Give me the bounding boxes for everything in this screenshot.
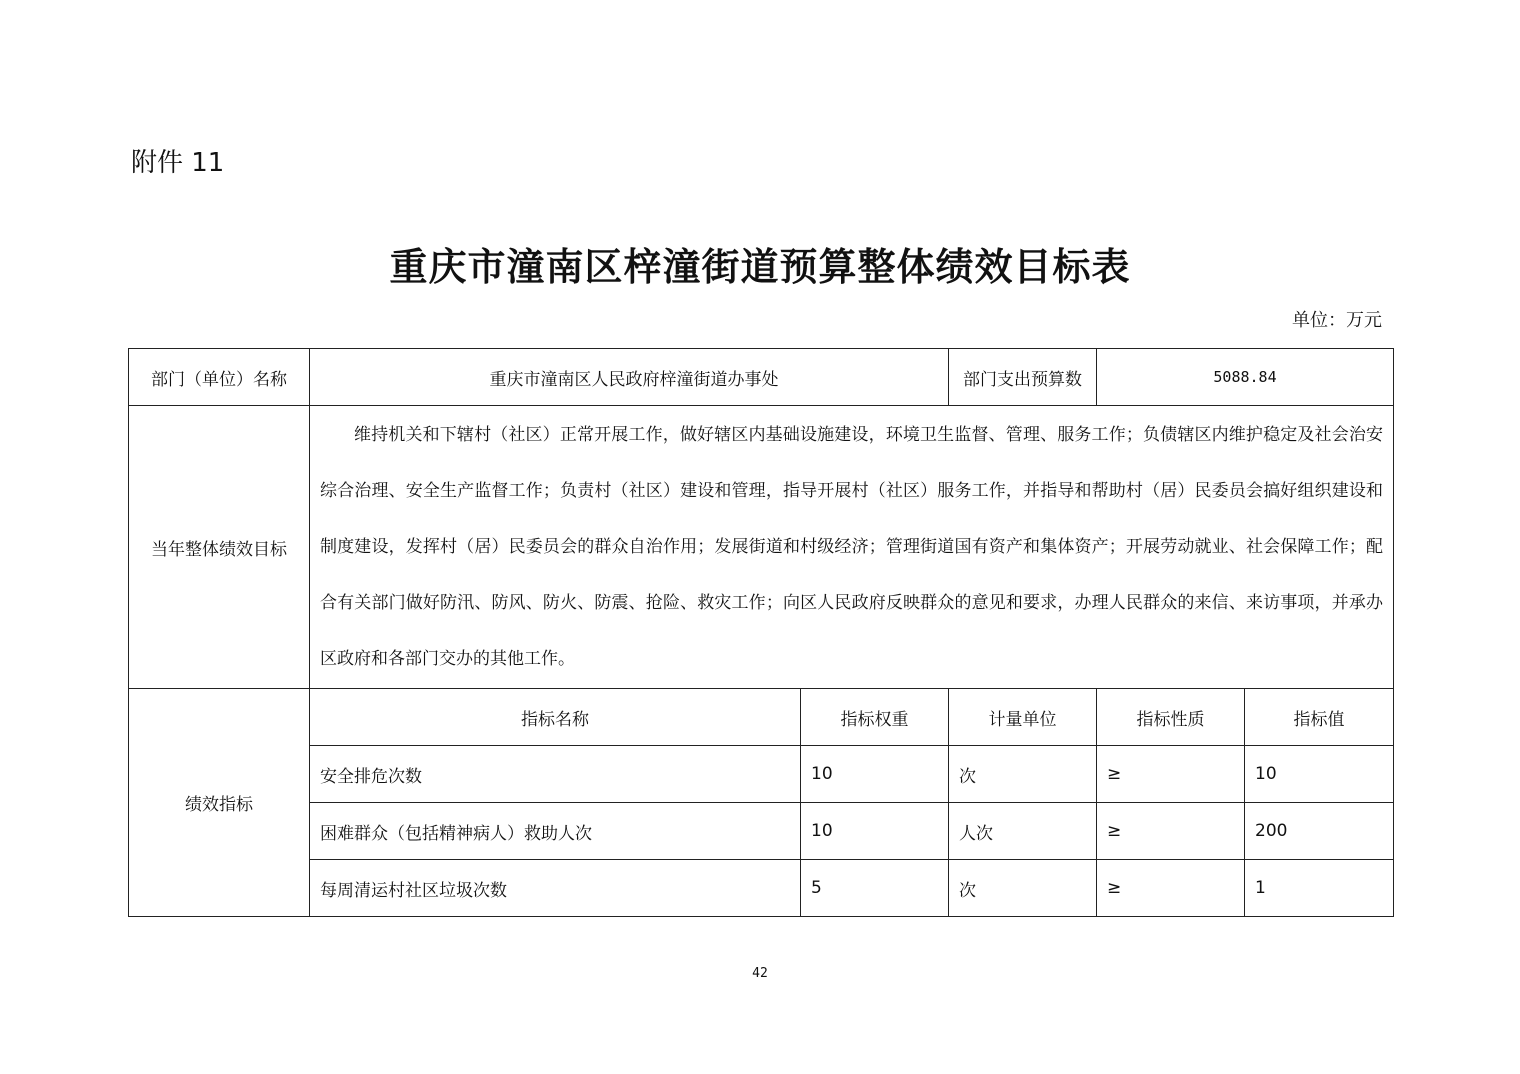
indicator-unit: 人次 [949, 803, 1097, 860]
indicator-header-row [129, 689, 1394, 746]
indicator-name: 困难群众（包括精神病人）救助人次 [310, 803, 801, 860]
goal-text: 维持机关和下辖村（社区）正常开展工作，做好辖区内基础设施建设，环境卫生监督、管理、服务工作；负债辖区内维护稳定及社会治安综合治理、安全生产监督工作；负责村（社区）建设和管理，指导开展村（社区）服务工作，并指导和帮助村（居）民委员会搞好组织建设和制度建设，发挥村（居）民委员会的群众自治作用；发展街道和村级经济；管理街道国有资产和集体资产；开展劳动就业、社会保障工作；配合有关部门做好防汛、防风、防火、防震、抢险、救灾工作；向区人民政府反映群众的意见和要求，办理人民群众的来信、来访事项，并承办区政府和各部门交办的其他工作。 [310, 406, 1394, 689]
indicator-weight: 5 [801, 860, 949, 917]
indicator-header-nature: 指标性质 [1097, 689, 1245, 746]
budget-label [949, 349, 1097, 406]
indicator-unit: 次 [949, 746, 1097, 803]
indicator-name: 每周清运村社区垃圾次数 [310, 860, 801, 917]
dept-row [129, 349, 1394, 406]
indicator-value: 200 [1245, 803, 1394, 860]
indicator-nature: ≥ [1097, 746, 1245, 803]
goal-row [129, 406, 1394, 689]
dept-name-text: 重庆市潼南区人民政府梓潼街道办事处 [489, 369, 779, 390]
indicator-name: 安全排危次数 [310, 746, 801, 803]
indicator-header-value: 指标值 [1245, 689, 1394, 746]
indicator-header-name: 指标名称 [310, 689, 801, 746]
table-row [129, 746, 1394, 803]
indicator-nature: ≥ [1097, 860, 1245, 917]
page-title: 重庆市潼南区梓潼街道预算整体绩效目标表 [389, 244, 1131, 289]
indicator-header-unit: 计量单位 [949, 689, 1097, 746]
page-number: 42 [752, 966, 768, 981]
dept-name [310, 349, 949, 406]
budget-value: 5088.84 [1097, 349, 1394, 406]
attachment-label: 附件 11 [131, 148, 225, 178]
indicator-value: 1 [1245, 860, 1394, 917]
budget-label-text: 部门支出预算数 [963, 369, 1082, 390]
indicator-weight: 10 [801, 746, 949, 803]
indicator-weight: 10 [801, 803, 949, 860]
performance-table [128, 348, 1394, 917]
indicator-unit: 次 [949, 860, 1097, 917]
indicator-header-weight: 指标权重 [801, 689, 949, 746]
indicator-value: 10 [1245, 746, 1394, 803]
indicator-label: 绩效指标 [129, 689, 310, 917]
goal-label: 当年整体绩效目标 [129, 406, 310, 689]
table-row [129, 860, 1394, 917]
table-row [129, 803, 1394, 860]
dept-label: 部门（单位）名称 [129, 349, 310, 406]
indicator-nature: ≥ [1097, 803, 1245, 860]
unit-label: 单位：万元 [1292, 310, 1382, 331]
